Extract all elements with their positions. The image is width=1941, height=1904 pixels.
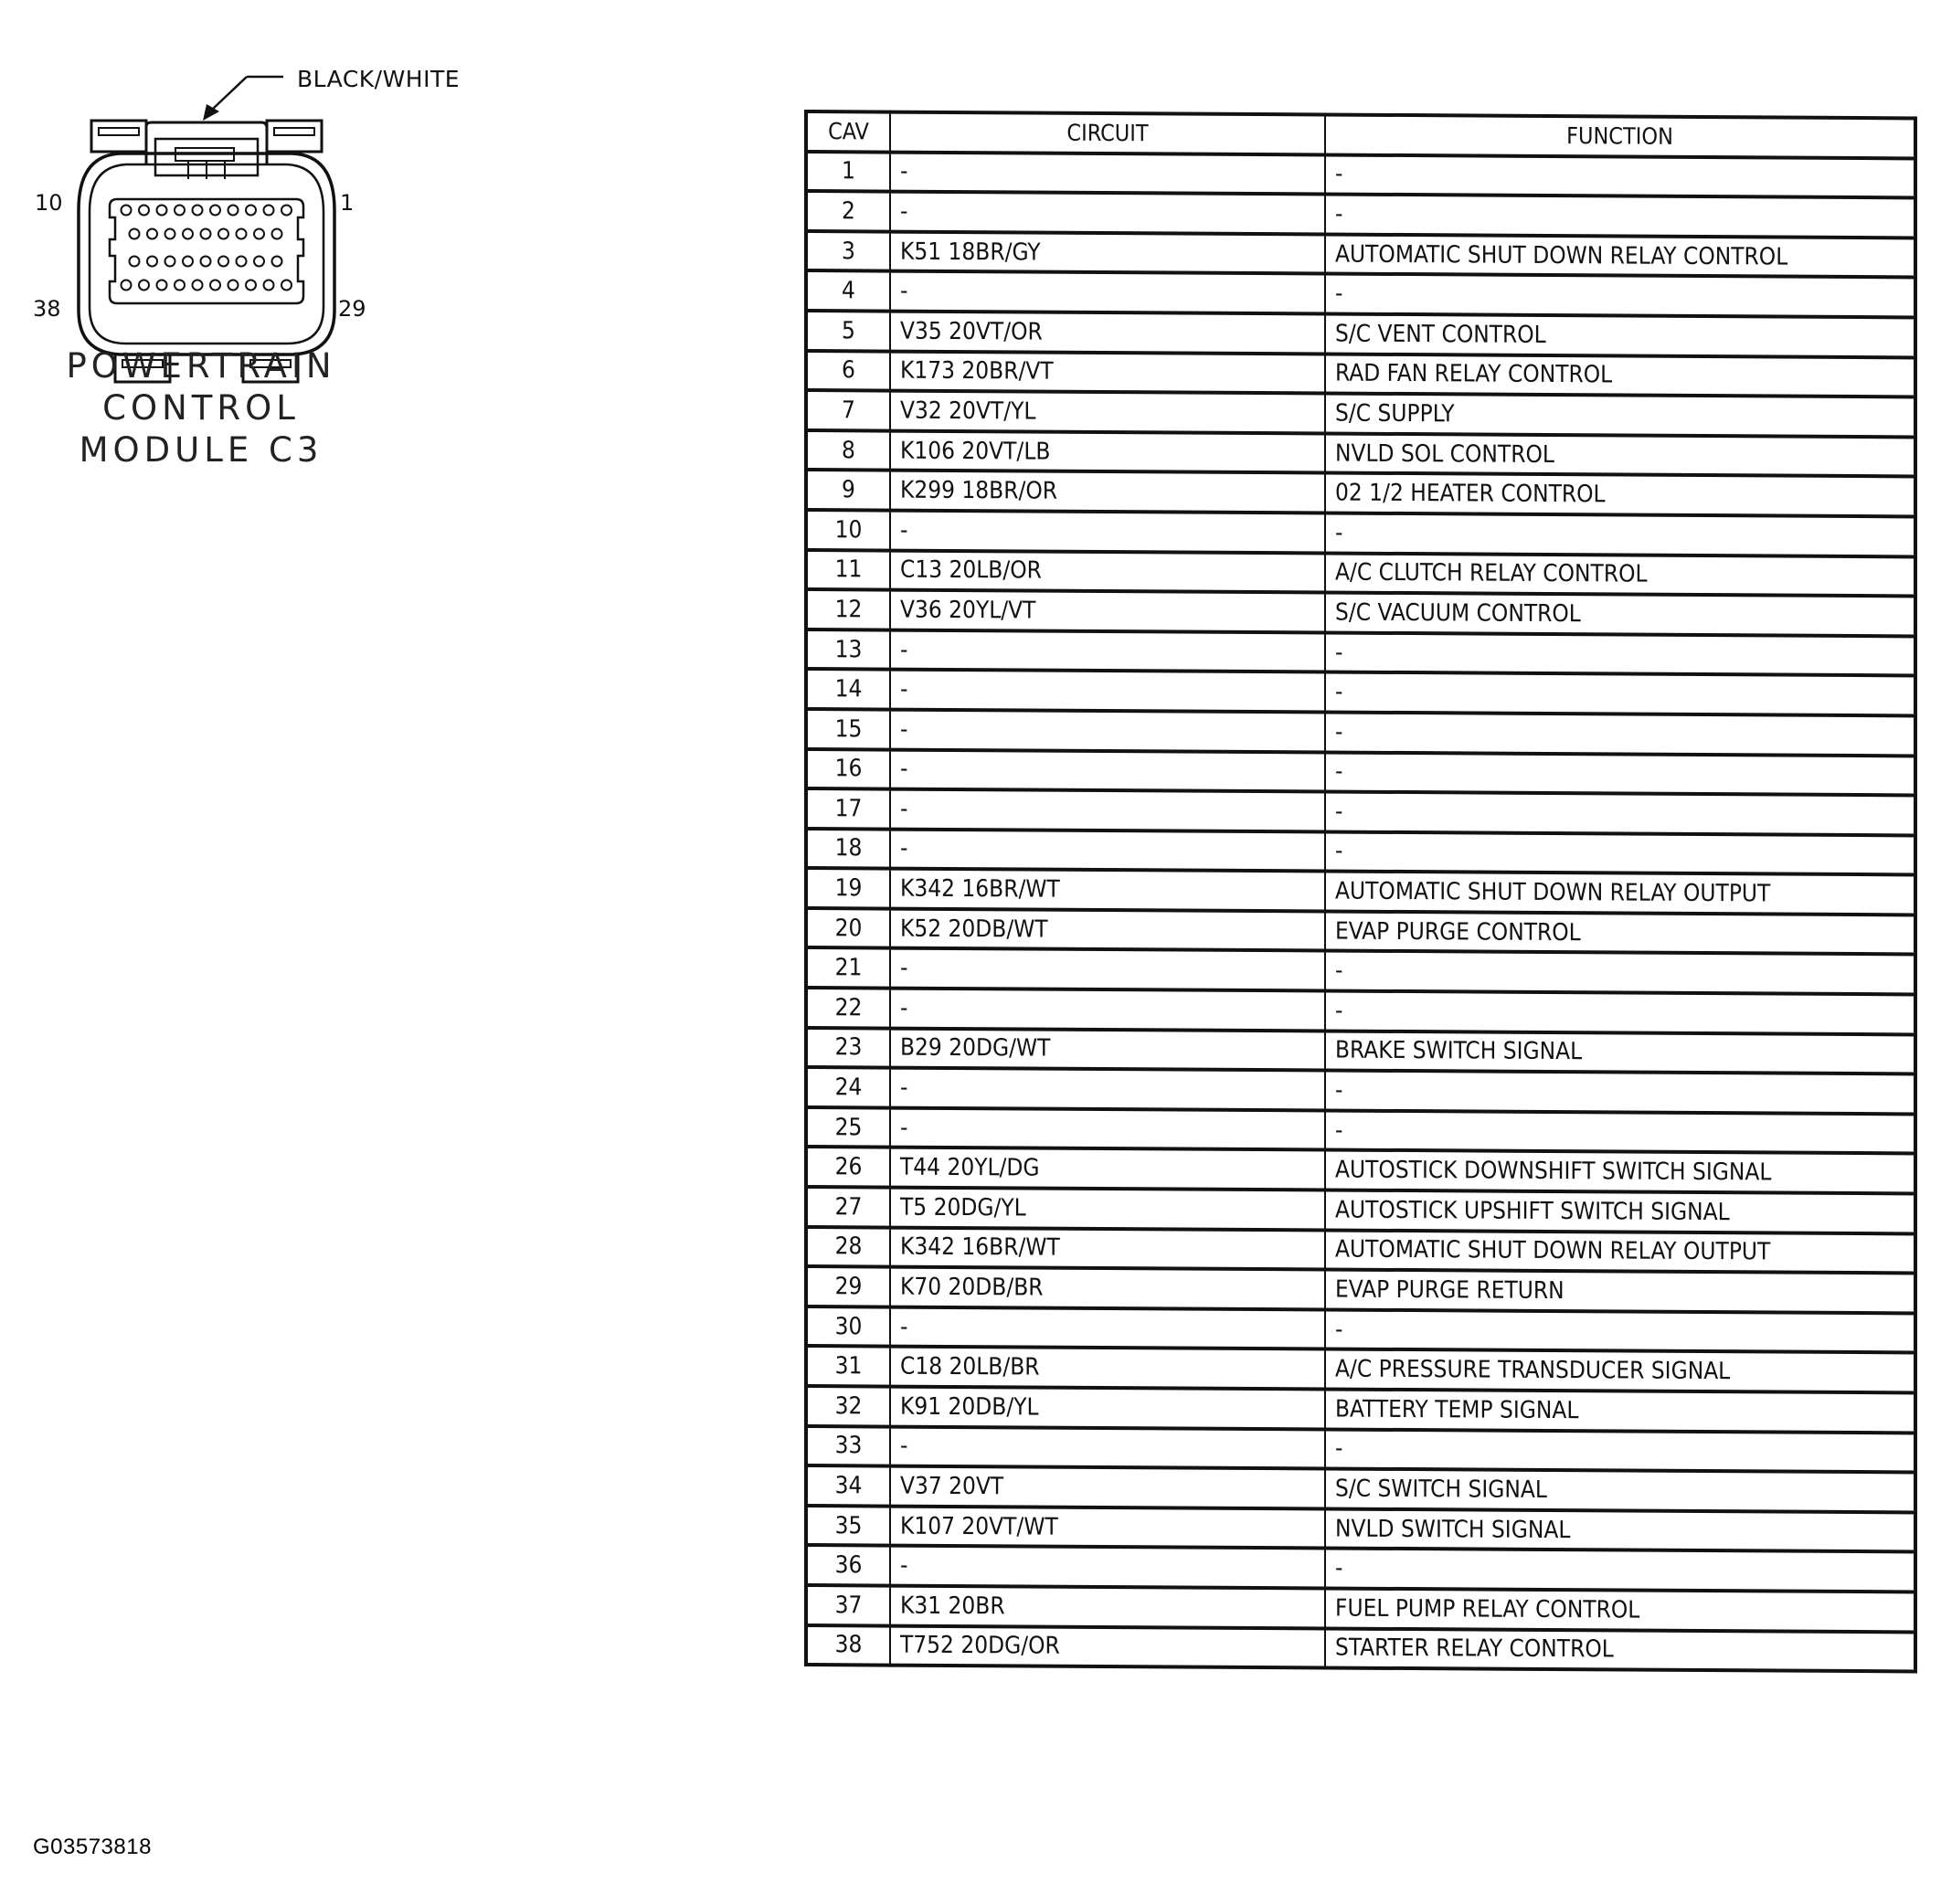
table-row xyxy=(806,1426,1915,1473)
circuit-cell: V36 20YL/VT xyxy=(890,590,1325,633)
function-cell: - xyxy=(1325,672,1915,716)
circuit-cell: - xyxy=(890,1546,1325,1589)
cav-cell: 16 xyxy=(806,749,890,789)
cav-cell: 15 xyxy=(806,709,890,749)
circuit-cell: K107 20VT/WT xyxy=(890,1506,1325,1549)
pin-hole xyxy=(201,257,211,267)
pin-label-bottom-right: 29 xyxy=(338,296,366,322)
circuit-cell: - xyxy=(890,271,1325,314)
circuit-cell: K299 18BR/OR xyxy=(890,471,1325,513)
table-row xyxy=(806,829,1915,875)
table-row xyxy=(806,988,1915,1034)
cav-cell: 31 xyxy=(806,1346,890,1386)
module-title-line-1: POWERTRAIN xyxy=(66,346,336,386)
function-cell: NVLD SOL CONTROL xyxy=(1325,433,1915,477)
table-row xyxy=(806,470,1915,516)
circuit-cell: T44 20YL/DG xyxy=(890,1148,1325,1190)
function-cell: S/C VENT CONTROL xyxy=(1325,313,1915,357)
cav-cell: 27 xyxy=(806,1187,890,1227)
pin-label-bottom-left: 38 xyxy=(33,296,61,322)
table-row xyxy=(806,1187,1915,1233)
table-row xyxy=(806,1306,1915,1353)
cav-cell: 2 xyxy=(806,191,890,231)
pin-hole xyxy=(122,206,132,216)
function-cell: - xyxy=(1325,951,1915,995)
function-cell: S/C VACUUM CONTROL xyxy=(1325,593,1915,637)
pin-hole xyxy=(254,229,264,239)
cav-cell: 30 xyxy=(806,1306,890,1347)
pin-hole xyxy=(147,229,157,239)
function-cell: EVAP PURGE CONTROL xyxy=(1325,911,1915,955)
function-cell: S/C SWITCH SIGNAL xyxy=(1325,1469,1915,1513)
pin-hole xyxy=(165,257,175,267)
pin-hole xyxy=(228,206,239,216)
table-row xyxy=(806,510,1915,556)
table-row xyxy=(806,1107,1915,1154)
function-cell: BATTERY TEMP SIGNAL xyxy=(1325,1389,1915,1433)
table-row xyxy=(806,749,1915,796)
cav-cell: 8 xyxy=(806,430,890,471)
table-row xyxy=(806,390,1915,437)
circuit-cell: K342 16BR/WT xyxy=(890,869,1325,912)
circuit-cell: - xyxy=(890,829,1325,872)
cav-cell: 23 xyxy=(806,1028,890,1068)
circuit-cell: K342 16BR/WT xyxy=(890,1227,1325,1270)
cav-cell: 6 xyxy=(806,351,890,391)
circuit-cell: - xyxy=(890,1306,1325,1349)
table-row xyxy=(806,430,1915,477)
pin-hole xyxy=(218,229,228,239)
function-cell: RAD FAN RELAY CONTROL xyxy=(1325,354,1915,397)
circuit-cell: K106 20VT/LB xyxy=(890,430,1325,473)
pin-hole xyxy=(264,206,274,216)
table-row xyxy=(806,629,1915,676)
function-cell: AUTOSTICK UPSHIFT SWITCH SIGNAL xyxy=(1325,1190,1915,1234)
pin-hole xyxy=(237,257,247,267)
cav-cell: 14 xyxy=(806,669,890,709)
table-row xyxy=(806,1266,1915,1313)
function-cell: - xyxy=(1325,1110,1915,1154)
circuit-cell: - xyxy=(890,749,1325,792)
cav-cell: 3 xyxy=(806,231,890,271)
table-row xyxy=(806,152,1915,198)
circuit-cell: K70 20DB/BR xyxy=(890,1267,1325,1310)
table-row xyxy=(806,231,1915,278)
circuit-cell: T752 20DG/OR xyxy=(890,1625,1325,1668)
cav-cell: 1 xyxy=(806,152,890,192)
header-circuit: CIRCUIT xyxy=(890,112,1325,155)
cav-cell: 17 xyxy=(806,788,890,829)
pin-label-top-left: 10 xyxy=(35,190,63,216)
pin-hole xyxy=(183,229,193,239)
function-cell: STARTER RELAY CONTROL xyxy=(1325,1628,1915,1672)
cav-cell: 25 xyxy=(806,1107,890,1148)
circuit-cell: - xyxy=(890,629,1325,672)
cav-cell: 29 xyxy=(806,1266,890,1306)
module-title xyxy=(18,345,384,471)
pin-hole xyxy=(264,280,274,291)
pin-hole xyxy=(237,229,247,239)
table-row xyxy=(806,191,1915,238)
circuit-cell: - xyxy=(890,670,1325,713)
table-row xyxy=(806,1625,1915,1672)
table-row xyxy=(806,550,1915,597)
function-cell: - xyxy=(1325,195,1915,238)
table-row xyxy=(806,908,1915,955)
table-row xyxy=(806,1147,1915,1193)
pin-hole xyxy=(175,280,185,291)
cav-cell: 18 xyxy=(806,829,890,869)
cav-cell: 32 xyxy=(806,1386,890,1426)
pin-label-top-right: 1 xyxy=(340,190,355,216)
pin-hole xyxy=(130,229,140,239)
circuit-cell: K91 20DB/YL xyxy=(890,1387,1325,1430)
table-row xyxy=(806,589,1915,636)
pin-hole xyxy=(228,280,239,291)
function-cell: EVAP PURGE RETURN xyxy=(1325,1270,1915,1314)
function-cell: A/C CLUTCH RELAY CONTROL xyxy=(1325,553,1915,597)
function-cell: - xyxy=(1325,991,1915,1035)
pin-hole xyxy=(139,280,149,291)
function-cell: - xyxy=(1325,154,1915,198)
circuit-cell: K31 20BR xyxy=(890,1586,1325,1629)
circuit-cell: - xyxy=(890,1426,1325,1469)
wire-color-label: BLACK/WHITE xyxy=(297,66,461,92)
table-row xyxy=(806,1506,1915,1552)
pin-hole xyxy=(157,280,167,291)
circuit-cell: - xyxy=(890,152,1325,195)
table-row xyxy=(806,1465,1915,1512)
table-row xyxy=(806,1386,1915,1433)
function-cell: - xyxy=(1325,1549,1915,1592)
table-row xyxy=(806,1227,1915,1274)
table-row xyxy=(806,868,1915,915)
cav-cell: 36 xyxy=(806,1545,890,1585)
pin-hole xyxy=(246,206,256,216)
figure-id: G03573818 xyxy=(33,1835,152,1859)
table-row xyxy=(806,1585,1915,1632)
pin-hole xyxy=(272,229,282,239)
cav-cell: 37 xyxy=(806,1585,890,1625)
circuit-cell: - xyxy=(890,709,1325,752)
circuit-cell: B29 20DG/WT xyxy=(890,1028,1325,1071)
circuit-cell: K173 20BR/VT xyxy=(890,351,1325,394)
table-row xyxy=(806,270,1915,317)
cav-cell: 11 xyxy=(806,550,890,590)
circuit-cell: C18 20LB/BR xyxy=(890,1347,1325,1390)
pin-hole xyxy=(147,257,157,267)
table-row xyxy=(806,947,1915,994)
cav-cell: 33 xyxy=(806,1426,890,1466)
circuit-cell: - xyxy=(890,948,1325,991)
cav-cell: 19 xyxy=(806,868,890,908)
function-cell: AUTOMATIC SHUT DOWN RELAY OUTPUT xyxy=(1325,1230,1915,1274)
function-cell: FUEL PUMP RELAY CONTROL xyxy=(1325,1588,1915,1632)
circuit-cell: - xyxy=(890,789,1325,832)
pin-hole xyxy=(175,206,185,216)
table-row xyxy=(806,669,1915,715)
cav-cell: 4 xyxy=(806,270,890,311)
pin-hole xyxy=(281,206,292,216)
module-title-line-2: CONTROL xyxy=(102,388,300,428)
pin-hole xyxy=(130,257,140,267)
pin-hole xyxy=(139,206,149,216)
table-body xyxy=(806,152,1915,1672)
function-cell: - xyxy=(1325,513,1915,556)
pin-hole xyxy=(210,206,220,216)
function-cell: S/C SUPPLY xyxy=(1325,394,1915,438)
pin-hole xyxy=(157,206,167,216)
function-cell: - xyxy=(1325,752,1915,796)
function-cell: - xyxy=(1325,1429,1915,1473)
function-cell: AUTOSTICK DOWNSHIFT SWITCH SIGNAL xyxy=(1325,1150,1915,1194)
circuit-cell: - xyxy=(890,1068,1325,1111)
pin-hole xyxy=(254,257,264,267)
table-row xyxy=(806,351,1915,397)
function-cell: - xyxy=(1325,792,1915,836)
function-cell: NVLD SWITCH SIGNAL xyxy=(1325,1508,1915,1552)
cav-cell: 13 xyxy=(806,629,890,670)
cav-cell: 21 xyxy=(806,947,890,988)
table-row xyxy=(806,1545,1915,1592)
circuit-cell: V35 20VT/OR xyxy=(890,312,1325,354)
function-cell: - xyxy=(1325,274,1915,318)
function-cell: - xyxy=(1325,831,1915,875)
pin-holes xyxy=(122,206,292,291)
circuit-cell: C13 20LB/OR xyxy=(890,550,1325,593)
pin-hole xyxy=(193,280,203,291)
circuit-cell: - xyxy=(890,1107,1325,1150)
cav-cell: 38 xyxy=(806,1625,890,1666)
cav-cell: 28 xyxy=(806,1227,890,1267)
pin-hole xyxy=(246,280,256,291)
circuit-cell: K52 20DB/WT xyxy=(890,908,1325,951)
pin-hole xyxy=(193,206,203,216)
table-row xyxy=(806,1346,1915,1392)
cav-cell: 12 xyxy=(806,589,890,629)
cav-cell: 34 xyxy=(806,1465,890,1506)
circuit-cell: - xyxy=(890,511,1325,554)
pin-hole xyxy=(183,257,193,267)
cav-cell: 35 xyxy=(806,1506,890,1546)
pin-hole xyxy=(122,280,132,291)
table-row xyxy=(806,311,1915,357)
table-row xyxy=(806,788,1915,835)
function-cell: - xyxy=(1325,632,1915,676)
cav-cell: 24 xyxy=(806,1067,890,1107)
pin-hole xyxy=(201,229,211,239)
function-cell: - xyxy=(1325,1071,1915,1115)
circuit-cell: T5 20DG/YL xyxy=(890,1188,1325,1231)
function-cell: BRAKE SWITCH SIGNAL xyxy=(1325,1031,1915,1074)
table-header-row xyxy=(806,111,1915,158)
table-row xyxy=(806,709,1915,756)
pinout-table xyxy=(804,110,1917,1674)
pin-hole xyxy=(272,257,282,267)
function-cell: A/C PRESSURE TRANSDUCER SIGNAL xyxy=(1325,1349,1915,1393)
cav-cell: 9 xyxy=(806,470,890,510)
function-cell: AUTOMATIC SHUT DOWN RELAY OUTPUT xyxy=(1325,872,1915,915)
circuit-cell: V32 20VT/YL xyxy=(890,391,1325,434)
cav-cell: 10 xyxy=(806,510,890,550)
table-row xyxy=(806,1028,1915,1074)
circuit-cell: - xyxy=(890,989,1325,1031)
function-cell: AUTOMATIC SHUT DOWN RELAY CONTROL xyxy=(1325,234,1915,278)
header-cav: CAV xyxy=(806,111,890,152)
function-cell: - xyxy=(1325,1309,1915,1353)
function-cell: 02 1/2 HEATER CONTROL xyxy=(1325,473,1915,517)
pin-hole xyxy=(218,257,228,267)
cav-cell: 26 xyxy=(806,1147,890,1187)
pinout-table-container xyxy=(804,110,1917,1666)
circuit-cell: V37 20VT xyxy=(890,1466,1325,1509)
pin-hole xyxy=(165,229,175,239)
circuit-cell: - xyxy=(890,192,1325,235)
cav-cell: 5 xyxy=(806,311,890,351)
function-cell: - xyxy=(1325,712,1915,756)
cav-cell: 22 xyxy=(806,988,890,1028)
header-function: FUNCTION xyxy=(1325,114,1915,158)
module-title-line-3: MODULE C3 xyxy=(79,430,324,470)
cav-cell: 7 xyxy=(806,390,890,430)
table-row xyxy=(806,1067,1915,1114)
cav-cell: 20 xyxy=(806,908,890,948)
pin-hole xyxy=(210,280,220,291)
pin-hole xyxy=(281,280,292,291)
circuit-cell: K51 18BR/GY xyxy=(890,231,1325,274)
